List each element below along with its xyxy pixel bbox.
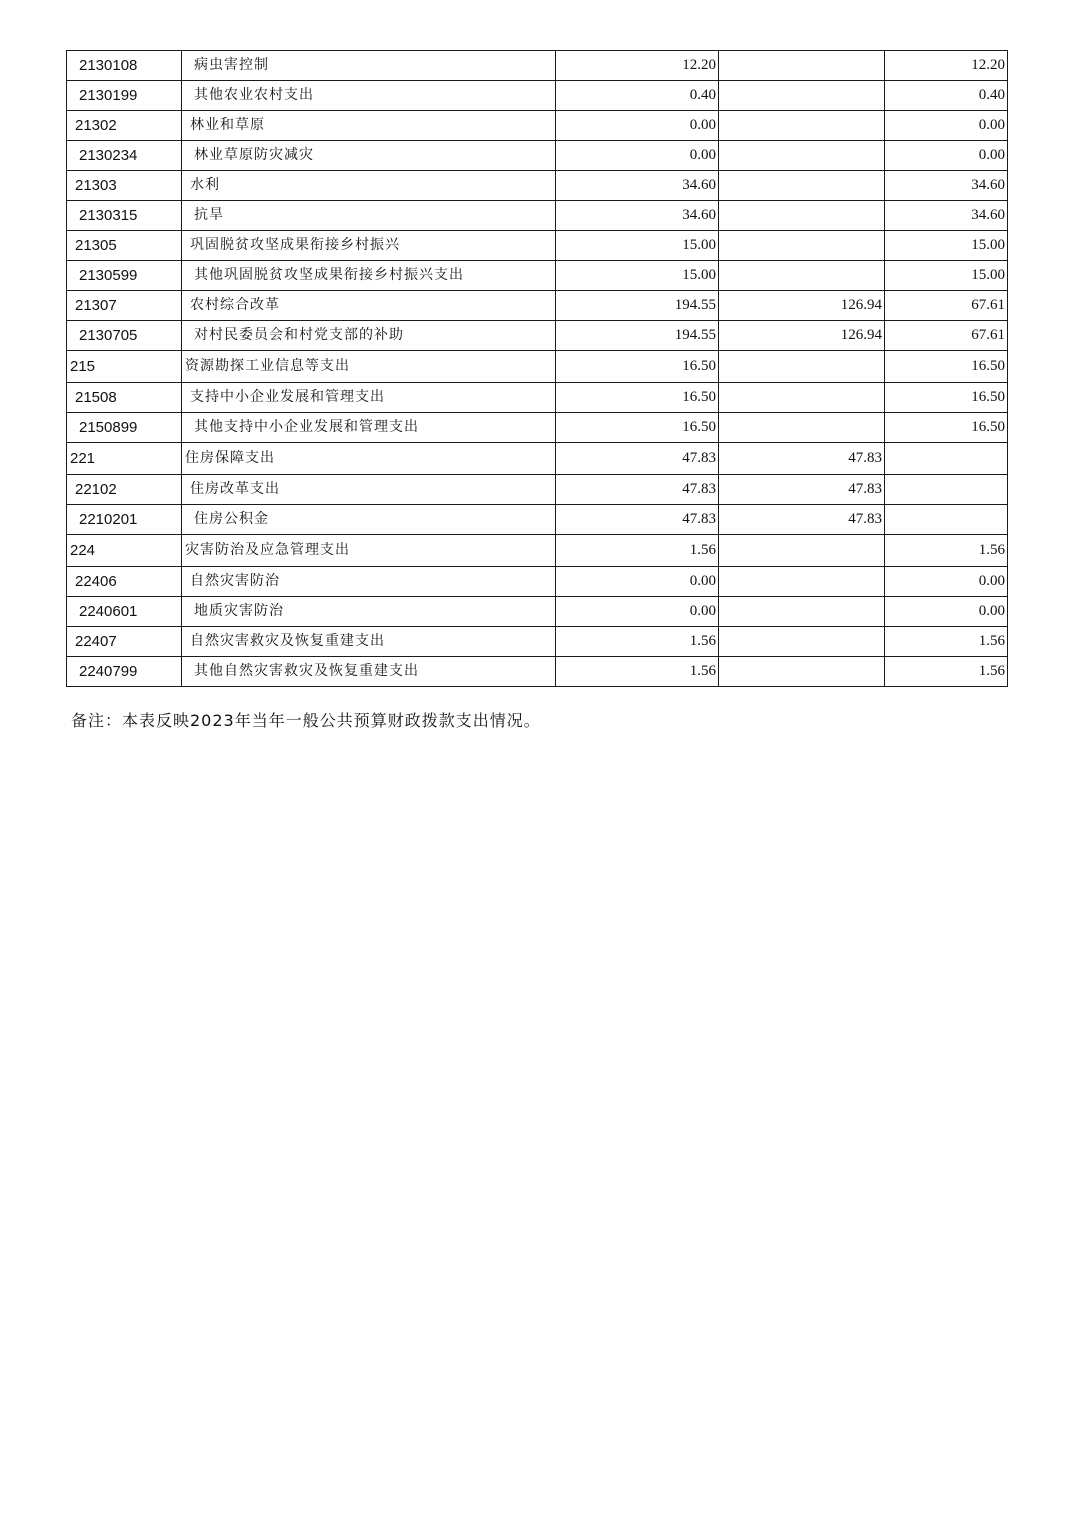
project-expenditure-cell: 1.56 xyxy=(885,627,1008,657)
subject-name-cell: 其他巩固脱贫攻坚成果衔接乡村振兴支出 xyxy=(182,261,556,291)
subject-code-cell: 2130599 xyxy=(67,261,182,291)
basic-expenditure-cell xyxy=(719,351,885,383)
basic-expenditure-cell xyxy=(719,141,885,171)
total-amount-cell: 0.40 xyxy=(556,81,719,111)
subject-code-cell: 21303 xyxy=(67,171,182,201)
total-amount-cell: 0.00 xyxy=(556,111,719,141)
total-amount-cell: 47.83 xyxy=(556,443,719,475)
subject-code-cell: 2150899 xyxy=(67,413,182,443)
project-expenditure-cell xyxy=(885,443,1008,475)
subject-name-cell: 住房公积金 xyxy=(182,505,556,535)
total-amount-cell: 12.20 xyxy=(556,51,719,81)
subject-name-cell: 其他农业农村支出 xyxy=(182,81,556,111)
table-row xyxy=(67,567,1008,597)
table-row xyxy=(67,171,1008,201)
subject-code-cell: 2130315 xyxy=(67,201,182,231)
subject-name-cell: 巩固脱贫攻坚成果衔接乡村振兴 xyxy=(182,231,556,261)
table-body xyxy=(67,51,1008,687)
project-expenditure-cell: 0.00 xyxy=(885,141,1008,171)
table-row xyxy=(67,231,1008,261)
basic-expenditure-cell xyxy=(719,413,885,443)
basic-expenditure-cell xyxy=(719,657,885,687)
subject-name-cell: 支持中小企业发展和管理支出 xyxy=(182,383,556,413)
total-amount-cell: 0.00 xyxy=(556,141,719,171)
basic-expenditure-cell xyxy=(719,261,885,291)
budget-expenditure-table xyxy=(66,50,1008,687)
project-expenditure-cell: 1.56 xyxy=(885,535,1008,567)
project-expenditure-cell: 15.00 xyxy=(885,231,1008,261)
table-row xyxy=(67,51,1008,81)
table-row xyxy=(67,383,1008,413)
table-row xyxy=(67,141,1008,171)
total-amount-cell: 194.55 xyxy=(556,291,719,321)
basic-expenditure-cell xyxy=(719,535,885,567)
table-row xyxy=(67,627,1008,657)
table-row xyxy=(67,351,1008,383)
table-row xyxy=(67,291,1008,321)
subject-code-cell: 2130234 xyxy=(67,141,182,171)
table-row xyxy=(67,111,1008,141)
subject-code-cell: 22407 xyxy=(67,627,182,657)
basic-expenditure-cell: 126.94 xyxy=(719,321,885,351)
subject-name-cell: 资源勘探工业信息等支出 xyxy=(182,351,556,383)
project-expenditure-cell: 0.40 xyxy=(885,81,1008,111)
total-amount-cell: 15.00 xyxy=(556,261,719,291)
subject-name-cell: 灾害防治及应急管理支出 xyxy=(182,535,556,567)
subject-name-cell: 抗旱 xyxy=(182,201,556,231)
table-row xyxy=(67,81,1008,111)
basic-expenditure-cell xyxy=(719,51,885,81)
table-row xyxy=(67,657,1008,687)
total-amount-cell: 1.56 xyxy=(556,657,719,687)
basic-expenditure-cell: 47.83 xyxy=(719,505,885,535)
project-expenditure-cell: 1.56 xyxy=(885,657,1008,687)
subject-name-cell: 其他支持中小企业发展和管理支出 xyxy=(182,413,556,443)
total-amount-cell: 194.55 xyxy=(556,321,719,351)
table-row xyxy=(67,535,1008,567)
project-expenditure-cell: 16.50 xyxy=(885,351,1008,383)
total-amount-cell: 47.83 xyxy=(556,505,719,535)
subject-code-cell: 2130705 xyxy=(67,321,182,351)
basic-expenditure-cell xyxy=(719,201,885,231)
basic-expenditure-cell xyxy=(719,81,885,111)
project-expenditure-cell: 67.61 xyxy=(885,321,1008,351)
basic-expenditure-cell xyxy=(719,171,885,201)
subject-code-cell: 21302 xyxy=(67,111,182,141)
subject-code-cell: 21508 xyxy=(67,383,182,413)
table-row xyxy=(67,443,1008,475)
subject-code-cell: 22102 xyxy=(67,475,182,505)
subject-name-cell: 农村综合改革 xyxy=(182,291,556,321)
subject-name-cell: 其他自然灾害救灾及恢复重建支出 xyxy=(182,657,556,687)
basic-expenditure-cell xyxy=(719,627,885,657)
project-expenditure-cell: 16.50 xyxy=(885,383,1008,413)
subject-code-cell: 21305 xyxy=(67,231,182,261)
total-amount-cell: 16.50 xyxy=(556,413,719,443)
subject-code-cell: 215 xyxy=(67,351,182,383)
project-expenditure-cell: 15.00 xyxy=(885,261,1008,291)
budget-table-container xyxy=(66,50,1007,687)
subject-code-cell: 21307 xyxy=(67,291,182,321)
subject-name-cell: 病虫害控制 xyxy=(182,51,556,81)
total-amount-cell: 34.60 xyxy=(556,171,719,201)
project-expenditure-cell: 0.00 xyxy=(885,567,1008,597)
subject-code-cell: 2130108 xyxy=(67,51,182,81)
total-amount-cell: 47.83 xyxy=(556,475,719,505)
subject-name-cell: 林业草原防灾减灾 xyxy=(182,141,556,171)
table-row xyxy=(67,475,1008,505)
subject-code-cell: 2240601 xyxy=(67,597,182,627)
basic-expenditure-cell xyxy=(719,383,885,413)
table-row xyxy=(67,413,1008,443)
project-expenditure-cell: 34.60 xyxy=(885,171,1008,201)
total-amount-cell: 16.50 xyxy=(556,383,719,413)
project-expenditure-cell: 34.60 xyxy=(885,201,1008,231)
basic-expenditure-cell: 47.83 xyxy=(719,443,885,475)
project-expenditure-cell xyxy=(885,475,1008,505)
basic-expenditure-cell xyxy=(719,597,885,627)
total-amount-cell: 0.00 xyxy=(556,597,719,627)
subject-code-cell: 2210201 xyxy=(67,505,182,535)
project-expenditure-cell: 0.00 xyxy=(885,597,1008,627)
project-expenditure-cell: 0.00 xyxy=(885,111,1008,141)
project-expenditure-cell: 67.61 xyxy=(885,291,1008,321)
table-row xyxy=(67,201,1008,231)
total-amount-cell: 16.50 xyxy=(556,351,719,383)
table-row xyxy=(67,261,1008,291)
subject-code-cell: 2130199 xyxy=(67,81,182,111)
basic-expenditure-cell xyxy=(719,567,885,597)
subject-code-cell: 224 xyxy=(67,535,182,567)
total-amount-cell: 1.56 xyxy=(556,535,719,567)
total-amount-cell: 0.00 xyxy=(556,567,719,597)
subject-name-cell: 自然灾害救灾及恢复重建支出 xyxy=(182,627,556,657)
subject-name-cell: 自然灾害防治 xyxy=(182,567,556,597)
total-amount-cell: 34.60 xyxy=(556,201,719,231)
subject-name-cell: 地质灾害防治 xyxy=(182,597,556,627)
total-amount-cell: 1.56 xyxy=(556,627,719,657)
basic-expenditure-cell: 126.94 xyxy=(719,291,885,321)
total-amount-cell: 15.00 xyxy=(556,231,719,261)
subject-name-cell: 林业和草原 xyxy=(182,111,556,141)
subject-name-cell: 住房改革支出 xyxy=(182,475,556,505)
table-row xyxy=(67,597,1008,627)
subject-code-cell: 22406 xyxy=(67,567,182,597)
basic-expenditure-cell xyxy=(719,111,885,141)
project-expenditure-cell xyxy=(885,505,1008,535)
footnote: 备注：本表反映2023年当年一般公共预算财政拨款支出情况。 xyxy=(71,711,541,730)
project-expenditure-cell: 12.20 xyxy=(885,51,1008,81)
table-row xyxy=(67,321,1008,351)
project-expenditure-cell: 16.50 xyxy=(885,413,1008,443)
subject-name-cell: 对村民委员会和村党支部的补助 xyxy=(182,321,556,351)
subject-code-cell: 221 xyxy=(67,443,182,475)
basic-expenditure-cell xyxy=(719,231,885,261)
table-row xyxy=(67,505,1008,535)
subject-code-cell: 2240799 xyxy=(67,657,182,687)
subject-name-cell: 住房保障支出 xyxy=(182,443,556,475)
basic-expenditure-cell: 47.83 xyxy=(719,475,885,505)
subject-name-cell: 水利 xyxy=(182,171,556,201)
